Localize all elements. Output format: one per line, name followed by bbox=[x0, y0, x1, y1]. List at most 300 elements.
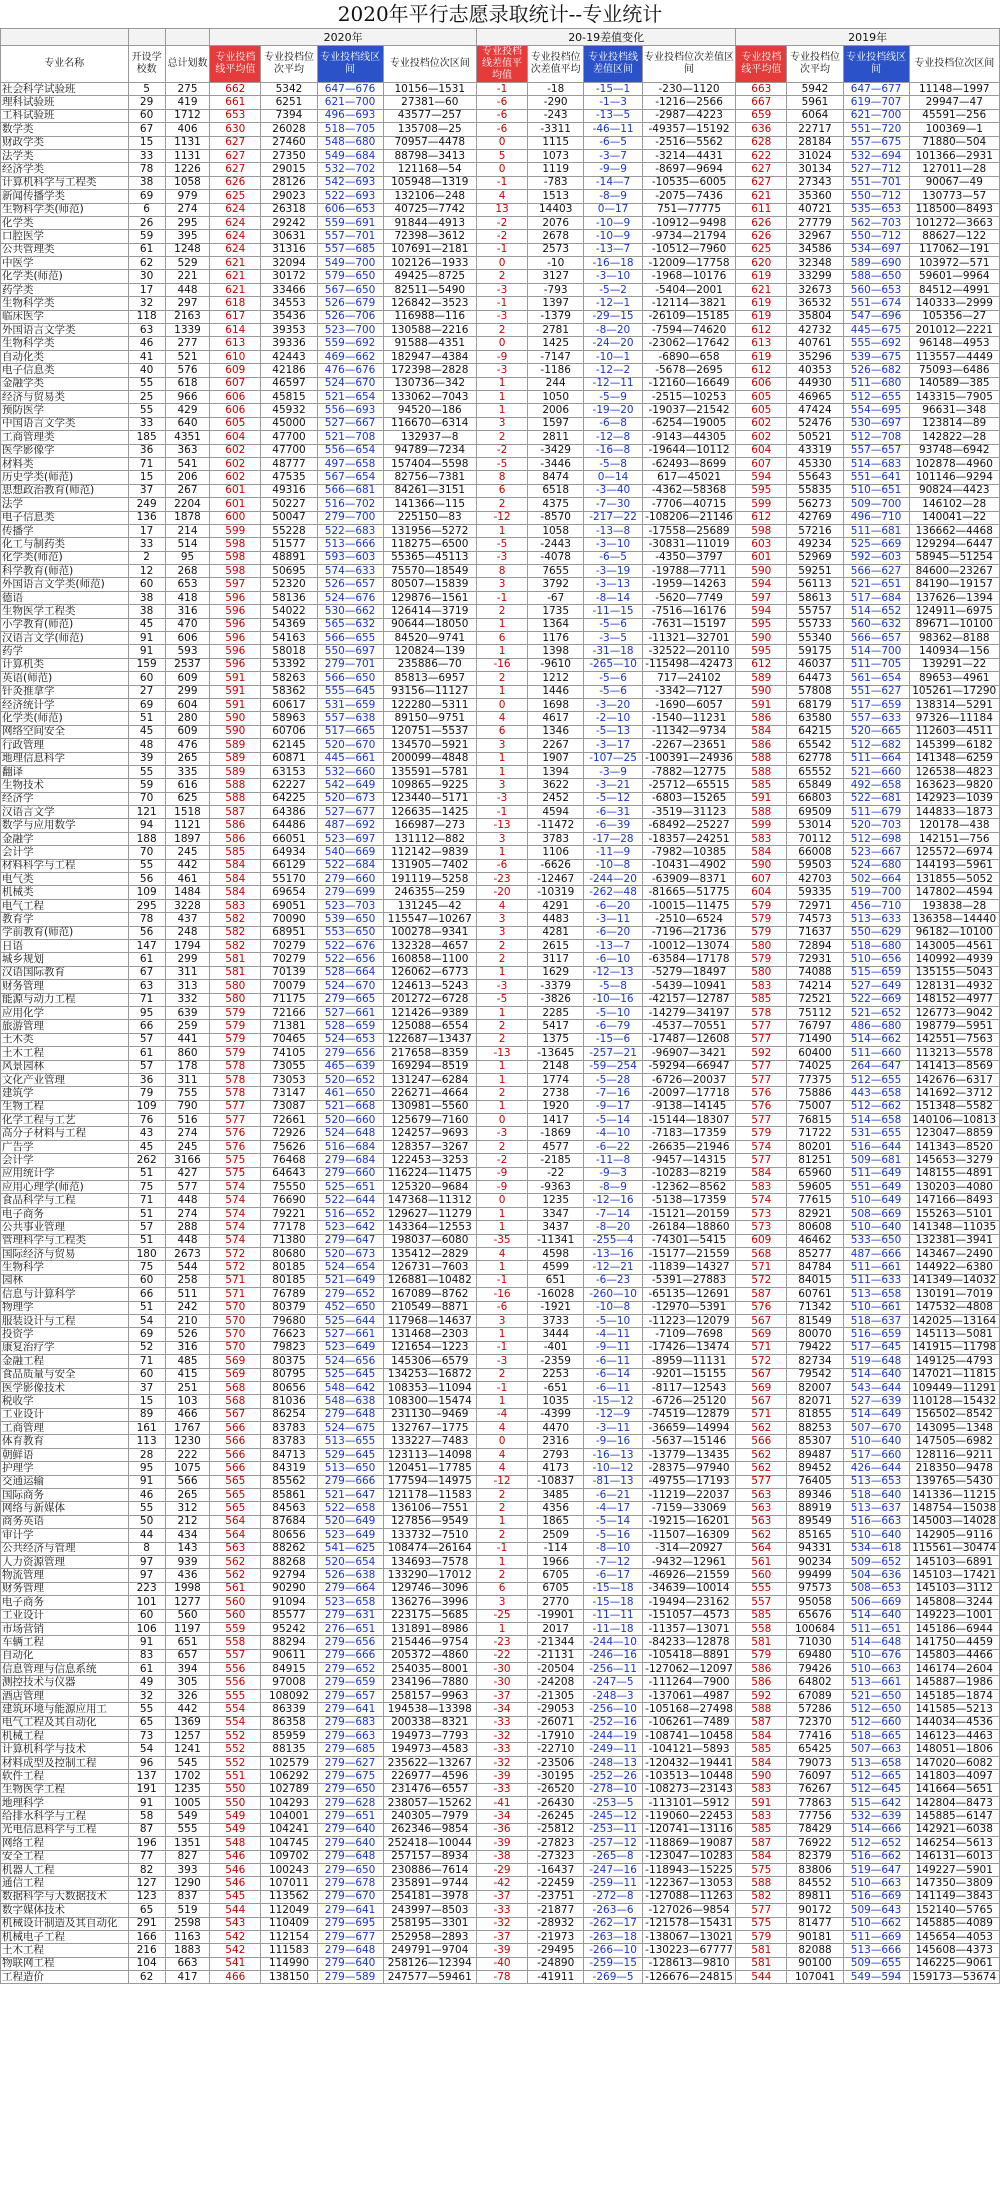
table-cell: 130191—7019 bbox=[909, 1288, 999, 1301]
table-row bbox=[1, 1689, 1000, 1702]
table-cell: 584 bbox=[210, 886, 261, 899]
table-cell: 588 bbox=[736, 1703, 787, 1716]
table-cell: 136 bbox=[128, 511, 165, 524]
table-cell: 238057—15262 bbox=[383, 1797, 477, 1810]
table-cell: -26430 bbox=[528, 1797, 584, 1810]
table-cell: 145399—6182 bbox=[909, 739, 999, 752]
table-cell: 554 bbox=[210, 1703, 261, 1716]
table-cell: -15—12 bbox=[584, 1395, 642, 1408]
table-cell: -12—2 bbox=[584, 364, 642, 377]
table-cell: 527—661 bbox=[317, 1006, 383, 1019]
major-name-cell: 药学类 bbox=[1, 283, 129, 296]
table-cell: 146123—4463 bbox=[909, 1730, 999, 1743]
table-cell: 1394 bbox=[528, 765, 584, 778]
table-cell: 2770 bbox=[528, 1596, 584, 1609]
table-cell: 588 bbox=[210, 779, 261, 792]
table-cell: 577 bbox=[736, 1154, 787, 1167]
table-cell: 83783 bbox=[261, 1435, 317, 1448]
table-cell: 1197 bbox=[165, 1622, 210, 1635]
table-cell: 4 bbox=[477, 1462, 528, 1475]
table-cell: -33 bbox=[477, 1904, 528, 1917]
table-cell: -105168—27498 bbox=[642, 1703, 736, 1716]
table-cell: 143 bbox=[165, 1542, 210, 1555]
table-cell: 559—691 bbox=[317, 216, 383, 229]
table-cell: 125088—6554 bbox=[383, 1020, 477, 1033]
table-row bbox=[1, 1944, 1000, 1957]
table-cell: 57216 bbox=[787, 524, 843, 537]
table-cell: 27779 bbox=[787, 216, 843, 229]
table-cell: 144833—1873 bbox=[909, 806, 999, 819]
table-cell: 572 bbox=[210, 1247, 261, 1260]
table-cell: 75570—18549 bbox=[383, 565, 477, 578]
major-name-cell: 生物工程 bbox=[1, 1100, 129, 1113]
table-cell: 91 bbox=[128, 645, 165, 658]
table-cell: -259—15 bbox=[584, 1957, 642, 1970]
table-cell: -15121—20159 bbox=[642, 1207, 736, 1220]
table-cell: -25 bbox=[477, 1609, 528, 1622]
table-cell: 108353—11094 bbox=[383, 1381, 477, 1394]
table-row bbox=[1, 149, 1000, 162]
table-cell: -19644—10112 bbox=[642, 444, 736, 457]
table-cell: 562 bbox=[736, 1529, 787, 1542]
major-name-cell: 预防医学 bbox=[1, 404, 129, 417]
table-cell: -65135—12691 bbox=[642, 1288, 736, 1301]
table-cell: 71030 bbox=[787, 1636, 843, 1649]
table-cell: 73055 bbox=[261, 1060, 317, 1073]
table-cell: -18357—24251 bbox=[642, 832, 736, 845]
table-cell: 574 bbox=[210, 1181, 261, 1194]
table-cell: 560 bbox=[210, 1596, 261, 1609]
table-cell: 74088 bbox=[787, 966, 843, 979]
table-cell: 36 bbox=[128, 444, 165, 457]
table-cell: -217—22 bbox=[584, 511, 642, 524]
table-cell: -260—10 bbox=[584, 1288, 642, 1301]
table-cell: -5—6 bbox=[584, 672, 642, 685]
table-cell: 579 bbox=[736, 926, 787, 939]
table-cell: 88919 bbox=[787, 1502, 843, 1515]
major-name-cell: 生物科学类 bbox=[1, 297, 129, 310]
table-cell: -2516—5562 bbox=[642, 136, 736, 149]
table-cell: 582 bbox=[210, 913, 261, 926]
table-cell: 624 bbox=[210, 203, 261, 216]
table-cell: -5—28 bbox=[584, 1073, 642, 1086]
table-cell: 46 bbox=[128, 1489, 165, 1502]
table-cell: 137 bbox=[128, 1770, 165, 1783]
table-cell: 570 bbox=[210, 1314, 261, 1327]
table-cell: 550—712 bbox=[843, 230, 909, 243]
table-row bbox=[1, 1555, 1000, 1568]
table-cell: -4—17 bbox=[584, 1502, 642, 1515]
table-cell: 601 bbox=[210, 498, 261, 511]
table-cell: 549—594 bbox=[843, 1971, 909, 1984]
major-name-cell: 给排水科学与工程 bbox=[1, 1810, 129, 1823]
table-cell: -31—18 bbox=[584, 645, 642, 658]
table-cell: -38 bbox=[477, 1850, 528, 1863]
table-cell: 77178 bbox=[261, 1221, 317, 1234]
table-cell: 109865—9225 bbox=[383, 779, 477, 792]
table-cell: -41911 bbox=[528, 1971, 584, 1984]
table-cell: 598 bbox=[210, 538, 261, 551]
table-cell: 65542 bbox=[787, 739, 843, 752]
table-cell: 3 bbox=[477, 417, 528, 430]
table-cell: 4577 bbox=[528, 1140, 584, 1153]
page-title: 2020年平行志愿录取统计--专业统计 bbox=[337, 2, 663, 26]
table-row bbox=[1, 966, 1000, 979]
table-cell: 579 bbox=[736, 1649, 787, 1662]
table-cell: 76797 bbox=[787, 1020, 843, 1033]
table-cell: -247—16 bbox=[584, 1863, 642, 1876]
table-cell: -4350—3797 bbox=[642, 551, 736, 564]
table-cell: -3—21 bbox=[584, 779, 642, 792]
table-cell: -2987—4223 bbox=[642, 109, 736, 122]
table-cell: 50521 bbox=[787, 431, 843, 444]
table-cell: 257157—8934 bbox=[383, 1850, 477, 1863]
table-cell: 548 bbox=[210, 1837, 261, 1850]
table-cell: 448 bbox=[165, 283, 210, 296]
table-cell: 82379 bbox=[787, 1850, 843, 1863]
table-cell: 601 bbox=[736, 551, 787, 564]
table-cell: 279—670 bbox=[317, 1890, 383, 1903]
table-cell: -15144—18307 bbox=[642, 1114, 736, 1127]
table-cell: 630 bbox=[210, 123, 261, 136]
major-name-cell: 药学 bbox=[1, 645, 129, 658]
table-cell: -11—8 bbox=[584, 1154, 642, 1167]
table-cell: 521—651 bbox=[843, 578, 909, 591]
table-cell: 1226 bbox=[165, 163, 210, 176]
table-cell: -1 bbox=[477, 1341, 528, 1354]
table-cell: 790 bbox=[165, 1100, 210, 1113]
table-cell: 465—639 bbox=[317, 1060, 383, 1073]
major-name-cell: 电气类 bbox=[1, 873, 129, 886]
table-cell: 524—654 bbox=[317, 1261, 383, 1274]
table-cell: -34 bbox=[477, 1810, 528, 1823]
table-cell: 627 bbox=[210, 163, 261, 176]
table-cell: 145103—17421 bbox=[909, 1569, 999, 1582]
table-cell: -245—12 bbox=[584, 1810, 642, 1823]
table-cell: 131891—8986 bbox=[383, 1622, 477, 1635]
column-header: 专业投档位次区间 bbox=[909, 46, 999, 83]
table-cell: 2 bbox=[477, 1033, 528, 1046]
table-cell: 2 bbox=[477, 431, 528, 444]
table-cell: 100278—9341 bbox=[383, 926, 477, 939]
major-name-cell: 会计学 bbox=[1, 846, 129, 859]
table-cell: 1106 bbox=[528, 846, 584, 859]
table-cell: 546 bbox=[210, 1863, 261, 1876]
table-cell: 60761 bbox=[787, 1288, 843, 1301]
table-cell: -6 bbox=[477, 859, 528, 872]
table-cell: 585 bbox=[736, 1743, 787, 1756]
table-cell: 647—677 bbox=[843, 83, 909, 96]
table-cell: 216 bbox=[128, 1944, 165, 1957]
major-name-cell: 软件工程 bbox=[1, 1770, 129, 1783]
table-row bbox=[1, 96, 1000, 109]
table-cell: -3—11 bbox=[584, 1422, 642, 1435]
table-cell: 532—702 bbox=[317, 163, 383, 176]
major-name-cell: 公共经济与管理 bbox=[1, 1542, 129, 1555]
table-cell: 172398—2828 bbox=[383, 364, 477, 377]
table-cell: 557 bbox=[210, 1649, 261, 1662]
table-cell: -6890—658 bbox=[642, 350, 736, 363]
table-cell: 51 bbox=[128, 1167, 165, 1180]
table-cell: 549 bbox=[210, 1823, 261, 1836]
table-cell: 567 bbox=[736, 1368, 787, 1381]
table-cell: 313 bbox=[165, 980, 210, 993]
table-cell: 513—666 bbox=[317, 538, 383, 551]
table-cell: 76690 bbox=[261, 1194, 317, 1207]
table-cell: 640 bbox=[165, 417, 210, 430]
table-cell: -6—79 bbox=[584, 1020, 642, 1033]
table-cell: 120751—5537 bbox=[383, 725, 477, 738]
table-cell: -12—1 bbox=[584, 297, 642, 310]
table-cell: 129876—1561 bbox=[383, 591, 477, 604]
table-cell: 541—625 bbox=[317, 1542, 383, 1555]
table-row bbox=[1, 1207, 1000, 1220]
table-cell: 1 bbox=[477, 1006, 528, 1019]
table-cell: 44 bbox=[128, 1529, 165, 1542]
table-cell: 48 bbox=[128, 739, 165, 752]
table-cell: 514—640 bbox=[843, 1368, 909, 1381]
table-cell: -11839—14327 bbox=[642, 1261, 736, 1274]
table-cell: 134693—7578 bbox=[383, 1555, 477, 1568]
table-cell: 141343—8520 bbox=[909, 1140, 999, 1153]
table-row bbox=[1, 176, 1000, 189]
table-cell: 523—658 bbox=[317, 1596, 383, 1609]
major-name-cell: 应用统计学 bbox=[1, 1167, 129, 1180]
table-cell: 124257—9693 bbox=[383, 1127, 477, 1140]
table-cell: 571 bbox=[736, 1341, 787, 1354]
table-cell: 56 bbox=[128, 873, 165, 886]
table-cell: 144034—4536 bbox=[909, 1716, 999, 1729]
table-cell: 589 bbox=[736, 672, 787, 685]
table-cell: 70079 bbox=[261, 980, 317, 993]
table-cell: -25812 bbox=[528, 1823, 584, 1836]
table-row bbox=[1, 1154, 1000, 1167]
table-cell: 526—706 bbox=[317, 310, 383, 323]
table-cell: 588—650 bbox=[843, 270, 909, 283]
table-cell: 2267 bbox=[528, 739, 584, 752]
table-cell: 111583 bbox=[261, 1944, 317, 1957]
table-row bbox=[1, 484, 1000, 497]
table-cell: 552 bbox=[210, 1730, 261, 1743]
table-cell: 589 bbox=[210, 752, 261, 765]
table-cell: 2615 bbox=[528, 940, 584, 953]
table-cell: 79422 bbox=[787, 1341, 843, 1354]
table-cell: 126538—4823 bbox=[909, 765, 999, 778]
table-cell: 267 bbox=[165, 484, 210, 497]
table-cell: 312 bbox=[165, 1502, 210, 1515]
table-cell: 3 bbox=[477, 1314, 528, 1327]
table-cell: -7—30 bbox=[584, 498, 642, 511]
table-cell: 621—700 bbox=[843, 109, 909, 122]
table-cell: 85277 bbox=[787, 1247, 843, 1260]
major-name-cell: 工程造价 bbox=[1, 1971, 129, 1984]
table-cell: -12 bbox=[477, 1475, 528, 1488]
table-cell: 47535 bbox=[261, 471, 317, 484]
table-row bbox=[1, 1006, 1000, 1019]
table-cell: -1 bbox=[477, 1381, 528, 1394]
table-cell: -3 bbox=[477, 792, 528, 805]
table-cell: 427 bbox=[165, 1167, 210, 1180]
table-cell: 1629 bbox=[528, 966, 584, 979]
table-cell: 44930 bbox=[787, 377, 843, 390]
table-cell: 575 bbox=[736, 1917, 787, 1930]
table-cell: 279—652 bbox=[317, 1663, 383, 1676]
table-cell: -314—20927 bbox=[642, 1542, 736, 1555]
table-cell: -13645 bbox=[528, 1047, 584, 1060]
table-row bbox=[1, 1877, 1000, 1890]
table-cell: 29023 bbox=[261, 190, 317, 203]
table-cell: -127026—9854 bbox=[642, 1904, 736, 1917]
table-cell: 565 bbox=[210, 1489, 261, 1502]
table-cell: 54369 bbox=[261, 618, 317, 631]
table-cell: 139765—5430 bbox=[909, 1475, 999, 1488]
table-row bbox=[1, 1341, 1000, 1354]
table-cell: 551—641 bbox=[843, 471, 909, 484]
group-diff: 20-19差值变化 bbox=[477, 29, 736, 46]
major-name-cell: 传播学 bbox=[1, 524, 129, 537]
table-cell: 225150—83 bbox=[383, 511, 477, 524]
table-cell: 8 bbox=[128, 1542, 165, 1555]
table-cell: 145654—4053 bbox=[909, 1930, 999, 1943]
table-cell: 116988—116 bbox=[383, 310, 477, 323]
major-name-cell: 投资学 bbox=[1, 1328, 129, 1341]
table-cell: -5 bbox=[477, 993, 528, 1006]
table-cell: 127 bbox=[128, 1877, 165, 1890]
table-cell: 56113 bbox=[787, 578, 843, 591]
table-cell: 596 bbox=[210, 618, 261, 631]
table-cell: 512—652 bbox=[843, 1837, 909, 1850]
table-cell: 218350—9478 bbox=[909, 1462, 999, 1475]
table-cell: -16—13 bbox=[584, 1448, 642, 1461]
table-row bbox=[1, 1770, 1000, 1783]
table-cell: 512—645 bbox=[843, 1783, 909, 1796]
table-cell: 123113—14098 bbox=[383, 1448, 477, 1461]
table-cell: 126635—1425 bbox=[383, 806, 477, 819]
table-cell: -4362—58368 bbox=[642, 484, 736, 497]
table-cell: 90824—4423 bbox=[909, 484, 999, 497]
column-header: 专业投档线平均值 bbox=[736, 46, 787, 83]
table-cell: -4—11 bbox=[584, 1328, 642, 1341]
table-cell: 58613 bbox=[787, 591, 843, 604]
major-name-cell: 针灸推拿学 bbox=[1, 685, 129, 698]
table-cell: 3127 bbox=[528, 270, 584, 283]
table-cell: 519—647 bbox=[843, 1863, 909, 1876]
table-cell: 509—643 bbox=[843, 1904, 909, 1917]
table-cell: 69 bbox=[128, 1328, 165, 1341]
table-cell: 72926 bbox=[261, 1127, 317, 1140]
table-row bbox=[1, 1636, 1000, 1649]
table-cell: -10012—13074 bbox=[642, 940, 736, 953]
table-cell: 69 bbox=[128, 698, 165, 711]
table-cell: 557—657 bbox=[843, 444, 909, 457]
table-cell: 514—683 bbox=[843, 457, 909, 470]
table-cell: 17 bbox=[128, 524, 165, 537]
table-row bbox=[1, 578, 1000, 591]
table-row bbox=[1, 913, 1000, 926]
table-cell: 72166 bbox=[261, 1006, 317, 1019]
table-cell: 67089 bbox=[787, 1689, 843, 1702]
table-cell: 279—631 bbox=[317, 1609, 383, 1622]
table-row bbox=[1, 297, 1000, 310]
table-cell: 95 bbox=[128, 1462, 165, 1475]
table-cell: 1 bbox=[477, 1207, 528, 1220]
table-cell: -1216—2566 bbox=[642, 96, 736, 109]
table-cell: 53014 bbox=[787, 819, 843, 832]
table-row bbox=[1, 752, 1000, 765]
table-cell: 115547—10267 bbox=[383, 913, 477, 926]
table-cell: -4 bbox=[477, 1408, 528, 1421]
major-name-cell: 文化产业管理 bbox=[1, 1073, 129, 1086]
table-cell: 511—660 bbox=[843, 1047, 909, 1060]
table-cell: -6 bbox=[477, 1301, 528, 1314]
table-cell: 71 bbox=[128, 1355, 165, 1368]
table-cell: 548—680 bbox=[317, 136, 383, 149]
table-cell: 541 bbox=[165, 457, 210, 470]
table-cell: 135591—5781 bbox=[383, 765, 477, 778]
table-cell: 42769 bbox=[787, 511, 843, 524]
table-cell: 619 bbox=[736, 350, 787, 363]
table-cell: 214 bbox=[165, 524, 210, 537]
table-cell: 624 bbox=[210, 243, 261, 256]
table-cell: 91 bbox=[128, 1636, 165, 1649]
table-cell: 84713 bbox=[261, 1448, 317, 1461]
table-cell: 305 bbox=[165, 1676, 210, 1689]
table-cell: -783 bbox=[528, 176, 584, 189]
table-cell: -6—5 bbox=[584, 136, 642, 149]
table-cell: 101272—3663 bbox=[909, 216, 999, 229]
table-cell: 196 bbox=[128, 1837, 165, 1850]
table-cell: -30831—11019 bbox=[642, 538, 736, 551]
table-cell: 55 bbox=[128, 1502, 165, 1515]
table-cell: 335 bbox=[165, 765, 210, 778]
major-name-cell: 测控技术与仪器 bbox=[1, 1676, 129, 1689]
table-cell: -39 bbox=[477, 1837, 528, 1850]
table-cell: -9 bbox=[477, 1167, 528, 1180]
table-cell: 2 bbox=[477, 1529, 528, 1542]
table-cell: 512—650 bbox=[843, 1703, 909, 1716]
table-cell: 60617 bbox=[261, 698, 317, 711]
table-cell: 515—659 bbox=[843, 966, 909, 979]
table-cell: 583 bbox=[736, 1810, 787, 1823]
table-cell: 89653—4961 bbox=[909, 672, 999, 685]
table-cell: 619—707 bbox=[843, 96, 909, 109]
table-cell: 549—684 bbox=[317, 149, 383, 162]
table-cell: -113101—5912 bbox=[642, 1797, 736, 1810]
table-cell: -104121—5893 bbox=[642, 1743, 736, 1756]
table-cell: 316 bbox=[165, 605, 210, 618]
table-cell: -12009—17758 bbox=[642, 257, 736, 270]
table-cell: 112154 bbox=[261, 1930, 317, 1943]
table-cell: 59251 bbox=[787, 565, 843, 578]
table-row bbox=[1, 1837, 1000, 1850]
table-cell: -1690—6057 bbox=[642, 698, 736, 711]
table-cell: -2 bbox=[477, 444, 528, 457]
table-cell: 549—700 bbox=[317, 257, 383, 270]
table-cell: 492—658 bbox=[843, 779, 909, 792]
table-cell: -81665—51775 bbox=[642, 886, 736, 899]
table-cell: 576 bbox=[210, 1140, 261, 1153]
table-cell: 509—655 bbox=[843, 1957, 909, 1970]
table-cell: -20097—17718 bbox=[642, 1087, 736, 1100]
table-cell: 93156—11127 bbox=[383, 685, 477, 698]
table-cell: 568 bbox=[210, 1381, 261, 1394]
table-cell: 279—665 bbox=[317, 993, 383, 1006]
table-cell: -252—26 bbox=[584, 1770, 642, 1783]
table-cell: 598 bbox=[210, 565, 261, 578]
table-cell: 63 bbox=[128, 980, 165, 993]
table-cell: 82071 bbox=[787, 1395, 843, 1408]
table-cell: 2 bbox=[128, 551, 165, 564]
